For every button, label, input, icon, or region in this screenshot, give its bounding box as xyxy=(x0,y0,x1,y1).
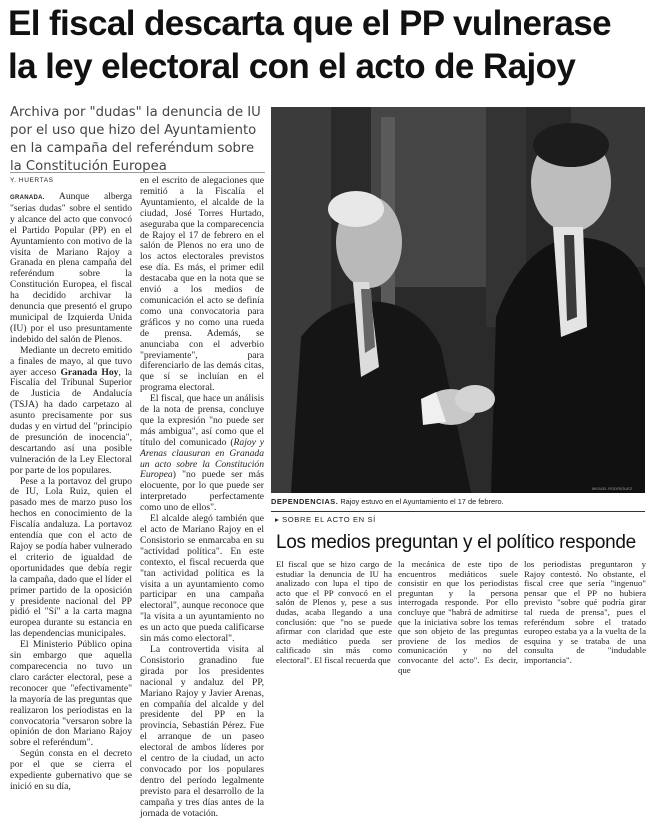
photo-image xyxy=(271,107,645,493)
headline-line-1: El fiscal descarta que el PP vulnerase xyxy=(8,4,611,43)
sidebar-headline: Los medios preguntan y el político responde xyxy=(276,532,636,553)
paragraph: Según consta en el decreto por el que se cierra el expediente gubernativo que se inició en su día, xyxy=(10,748,132,792)
sidebar-column-1 xyxy=(276,560,392,670)
sidebar-column-3 xyxy=(524,560,646,670)
paragraph-text: ) "no puede ser más elocuente, por lo que puede ser interpretado perfectamente como uno de ellos". xyxy=(140,469,264,514)
triangle-right-icon: ▸ xyxy=(275,515,280,524)
byline: Y. HUERTAS xyxy=(10,177,54,184)
subheadline: Archiva por "dudas" la denuncia de IU por el uso que hizo del Ayuntamiento en la campaña del referéndum sobre la Constitución Europea xyxy=(10,105,261,174)
paragraph: los periodistas preguntaron y Rajoy contestó. No obstante, el fiscal cree que sería "ingenuo" pensar que el PP no hubiera previsto "sobre qué podría girar tal rueda de prensa", pues el referéndum sobre el tratado europeo estaba ya a la vuelta de la esquina y se trataba de una consulta de "indudable importancia". xyxy=(524,559,646,665)
paragraph xyxy=(10,346,132,477)
paragraph xyxy=(10,192,132,346)
caption-text: Rajoy estuvo en el Ayuntamiento el 17 de febrero. xyxy=(338,497,504,506)
paragraph: en el escrito de alegaciones que remitió a la Fiscalía el Ayuntamiento, el alcalde de la ciudad, José Torres Hurtado, aseguraba que la comparecencia de Rajoy el 17 de febrero en el salón de Plenos no era uno de los actos electorales previstos ese día. Es más, el primer edil destacaba que en la nota que se envió a los medios de comunicación el acto se definía como una convocatoria para gráficos y no como una rueda de prensa. Además, se anunciaba con el adverbio "previamente", para diferenciarlo de las demás citas, que sí se incluían en el programa electoral. xyxy=(140,175,264,394)
article-column-1 xyxy=(10,191,132,792)
headline-line-2: la ley electoral con el acto de Rajoy xyxy=(8,47,576,86)
photo-credit: MIGUEL RODRÍGUEZ xyxy=(592,486,633,491)
caption-label: DEPENDENCIAS. xyxy=(271,497,339,506)
photo-caption xyxy=(271,497,645,506)
paragraph: Pese a la portavoz del grupo de IU, Lola Ruiz, quien el pasado mes de marzo puso los hechos en conocimiento de la Fiscalía andaluza. La portavoz entendía que con el acto de Rajoy se podía haber vulnerado el criterio de igualdad de oportunidades que debía regir la campaña, dado que el líder el primer partido de la oposición y presidente nacional del PP pidió el "Sí" a la carta magna europea durante su estancia en las dependencias municipales. xyxy=(10,475,132,640)
article-column-2 xyxy=(140,175,264,819)
headline xyxy=(8,2,648,88)
sidebar-column-2 xyxy=(398,559,518,675)
paragraph: la mecánica de este tipo de encuentros mediáticos suele consistir en que los periodistas preguntan y la persona interrogada responde. Por ello concluye que "habrá de admitirse que la iniciativa sobre los temas que son objeto de las preguntas proviene de los medios de comunicación y no del convocante del acto". Es decir, que xyxy=(398,559,518,675)
sidebar-tag-label: SOBRE EL ACTO EN SÍ xyxy=(282,515,376,524)
paragraph: El alcalde alegó también que el acto de Mariano Rajoy en el Consistorio se enmarcaba en su "actividad política". En este contexto, el fiscal recuerda que "tan actividad política es la visita a un ayuntamiento como participar en una campaña electoral", aunque reconoce que "la visita a un ayuntamiento no es un acto que pueda calificarse sin más como electoral". xyxy=(140,513,264,645)
press-release-title: Rajoy y Arenas clausuran en Granada un acto sobre la Constitución Europea xyxy=(140,436,264,481)
paragraph-text: Aunque alberga "serias dudas" sobre el sentido y alcance del acto que convocó el Partido Popular (PP) en el Ayuntamiento con motivo de la visita de Mariano Rajoy a Granada en plena campaña del referéndum sobre la Constitución Europea, el fiscal ha decidido archivar la denuncia que presentó el grupo municipal de Izquierda Unida (IU) por el uso presuntamente indebido del salón de Plenos. xyxy=(10,191,132,345)
paragraph xyxy=(140,394,264,514)
divider xyxy=(10,172,265,173)
news-photo xyxy=(271,107,645,493)
paragraph-text: Mediante un decreto emitido a finales de mayo, al que tuvo ayer acceso xyxy=(10,344,132,378)
newspaper-name: Granada Hoy xyxy=(60,366,119,378)
paragraph-text: , la Fiscalía del Tribunal Superior de Justicia de Andalucía (TSJA) ha dado carpetazo al asunto precisamente por sus dudas y en virtud del "principio de presunción de inocencia", descartando así una posible vulneración de la Ley Electoral por parte de los populares. xyxy=(10,366,132,476)
paragraph: El Ministerio Público opina sin embargo que aquella comparecencia no tuvo un claro carácter electoral, pese a reconocer que "efectivamente" la mayoría de las preguntas que realizaron los periodistas en la convocatoria "versaron sobre la opinión de don Mariano Rajoy sobre el referéndum". xyxy=(10,639,132,749)
sidebar-divider xyxy=(271,511,645,512)
paragraph: El fiscal que se hizo cargo de estudiar la denuncia de IU ha analizado con lupa el tipo de acto que el PP convocó en el salón de Plenos y, pese a sus dudas, acaba llegando a una conclusión: que "no se puede afirmar con claridad que este acto mediático pueda ser calificado sin más como electoral". El fiscal recuerda que xyxy=(276,559,392,665)
dateline-city: GRANADA. xyxy=(10,195,45,201)
paragraph-text: El fiscal, que hace un análisis de la nota de prensa, concluye que la expresión "no puede ser más ambigua", así como que el título del comunicado ( xyxy=(140,393,264,448)
sidebar-tag xyxy=(275,515,376,524)
paragraph: La controvertida visita al Consistorio granadino fue girada por los presidentes nacional y andaluz del PP, Mariano Rajoy y Javier Arenas, en compañía del alcalde y del presidente del PP en la provincia, Sebastián Pérez. Fue el arranque de un paseo electoral de ambos líderes por el centro de la ciudad, un acto convocado por los populares dentro del período legalmente previsto para el desarrollo de la campaña y tres días antes de la jornada de votación. xyxy=(140,643,264,819)
